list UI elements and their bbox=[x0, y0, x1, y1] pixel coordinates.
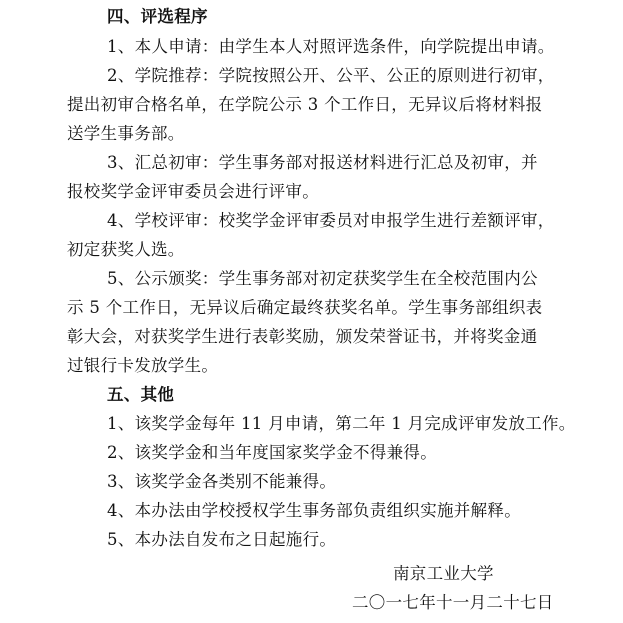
procedure-item-5-line-1: 5、公示颁奖：学生事务部对初定获奖学生在全校范围内公 bbox=[107, 269, 538, 288]
procedure-item-5-line-3: 彰大会，对获奖学生进行表彰奖励，颁发荣誉证书，并将奖金通 bbox=[67, 327, 538, 346]
other-item-1: 1、该奖学金每年 11 月申请，第二年 1 月完成评审发放工作。 bbox=[107, 414, 576, 433]
section-heading-procedure: 四、评选程序 bbox=[107, 7, 208, 26]
procedure-item-2-line-1: 2、学院推荐：学院按照公开、公平、公正的原则进行初审， bbox=[107, 66, 555, 85]
procedure-item-3-line-2: 报校奖学金评审委员会进行评审。 bbox=[67, 182, 319, 201]
procedure-item-5-line-4: 过银行卡发放学生。 bbox=[67, 356, 219, 375]
other-item-4: 4、本办法由学校授权学生事务部负责组织实施并解释。 bbox=[107, 501, 521, 520]
procedure-item-5-line-2: 示 5 个工作日，无异议后确定最终获奖名单。学生事务部组织表 bbox=[67, 298, 543, 317]
other-item-3: 3、该奖学金各类别不能兼得。 bbox=[107, 472, 337, 491]
procedure-item-1: 1、本人申请：由学生本人对照评选条件，向学院提出申请。 bbox=[107, 37, 555, 56]
signature-institution: 南京工业大学 bbox=[393, 564, 494, 583]
procedure-item-2-line-2: 提出初审合格名单，在学院公示 3 个工作日，无异议后将材料报 bbox=[67, 95, 543, 114]
other-item-2: 2、该奖学金和当年度国家奖学金不得兼得。 bbox=[107, 443, 437, 462]
procedure-item-4-line-2: 初定获奖人选。 bbox=[67, 240, 185, 259]
procedure-item-3-line-1: 3、汇总初审：学生事务部对报送材料进行汇总及初审，并 bbox=[107, 153, 538, 172]
other-item-5: 5、本办法自发布之日起施行。 bbox=[107, 530, 337, 549]
procedure-item-4-line-1: 4、学校评审：校奖学金评审委员对申报学生进行差额评审， bbox=[107, 211, 555, 230]
section-heading-other: 五、其他 bbox=[107, 385, 175, 404]
signature-date: 二〇一七年十一月二十七日 bbox=[352, 593, 554, 612]
procedure-item-2-line-3: 送学生事务部。 bbox=[67, 124, 185, 143]
